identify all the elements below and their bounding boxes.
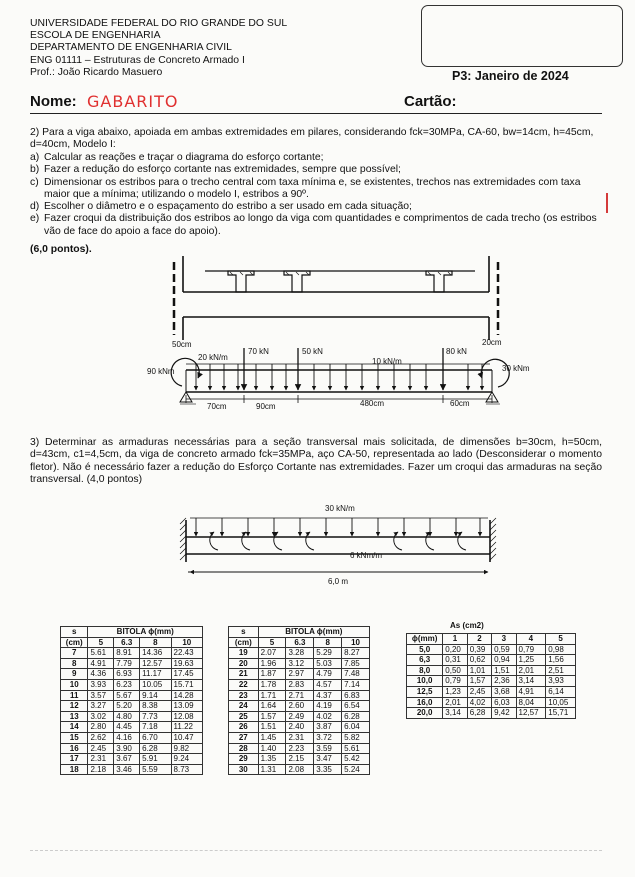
value-cell: 3.28: [286, 648, 314, 659]
table-row: [229, 679, 370, 690]
value-cell: 6.28: [140, 743, 171, 754]
table-row: [229, 658, 370, 669]
value-cell: 1,01: [467, 665, 491, 676]
value-cell: 1,56: [546, 655, 576, 666]
point-load-3: 80 kN: [446, 347, 467, 356]
value-cell: 0,59: [492, 644, 516, 655]
value-cell: 8.27: [342, 648, 370, 659]
table-header-s: s: [229, 627, 259, 638]
table-header-cell: 4: [516, 634, 546, 645]
value-cell: 5.59: [140, 764, 171, 775]
point-load-2: 50 kN: [302, 347, 323, 356]
row-key-cell: 8,0: [407, 665, 443, 676]
row-key-cell: 23: [229, 690, 259, 701]
table-header-cell: 5: [546, 634, 576, 645]
question-2-intro: 2) Para a viga abaixo, apoiada em ambas extremidades em pilares, considerando fck=30MPa, CA-60, bw=14cm, h=45cm, d=40cm, Modelo I:: [30, 127, 594, 151]
value-cell: 3,14: [443, 708, 467, 719]
value-cell: 17.45: [171, 669, 202, 680]
dist-load-label: 20 kN/m: [198, 353, 228, 362]
bottom-rule: [30, 850, 602, 851]
span-3: 480cm: [360, 399, 385, 408]
value-cell: 2,45: [467, 686, 491, 697]
value-cell: 7.73: [140, 711, 171, 722]
value-cell: 2.23: [286, 743, 314, 754]
value-cell: 2.45: [88, 743, 114, 754]
item-text: Dimensionar os estribos para o trecho central com taxa mínima e, se existentes, trechos nas extremidades com taxa maior que a mínima; utilizando o modelo I, estribos a 90º.: [44, 176, 581, 200]
row-key-cell: 26: [229, 722, 259, 733]
table-row: [61, 722, 203, 733]
value-cell: 9.82: [171, 743, 202, 754]
value-cell: 4.45: [114, 722, 140, 733]
value-cell: 14.36: [140, 648, 171, 659]
value-cell: 3.12: [286, 658, 314, 669]
value-cell: 3.27: [88, 701, 114, 712]
table-header-cell: 8: [314, 637, 342, 648]
value-cell: 4.57: [314, 679, 342, 690]
stirrup-table-2: [228, 626, 370, 775]
value-cell: 6,03: [492, 697, 516, 708]
value-cell: 15.71: [171, 679, 202, 690]
question-2-points: (6,0 pontos).: [30, 244, 92, 255]
row-key-cell: 21: [229, 669, 259, 680]
value-cell: 9,42: [492, 708, 516, 719]
table-header-bitola: BITOLA ϕ(mm): [258, 627, 369, 638]
value-cell: 10.47: [171, 732, 202, 743]
value-cell: 5.20: [114, 701, 140, 712]
row-key-cell: 8: [61, 658, 88, 669]
value-cell: 1.45: [258, 732, 286, 743]
table-header-cell: 10: [171, 637, 202, 648]
item-letter: b): [30, 164, 40, 176]
value-cell: 7.14: [342, 679, 370, 690]
value-cell: 0,39: [467, 644, 491, 655]
row-key-cell: 10,0: [407, 676, 443, 687]
value-cell: 3.90: [114, 743, 140, 754]
item-letter: d): [30, 201, 40, 213]
row-key-cell: 17: [61, 754, 88, 765]
value-cell: 3,93: [546, 676, 576, 687]
moment-left-label: 90 kNm: [147, 367, 175, 376]
value-cell: 3.35: [314, 764, 342, 775]
value-cell: 5.03: [314, 658, 342, 669]
value-cell: 2.62: [88, 732, 114, 743]
value-cell: 5.91: [140, 754, 171, 765]
value-cell: 12.08: [171, 711, 202, 722]
value-cell: 12,57: [516, 708, 546, 719]
table-header-cell: 10: [342, 637, 370, 648]
table-row: [61, 711, 203, 722]
value-cell: 6.04: [342, 722, 370, 733]
table-row: [61, 701, 203, 712]
professor-line: Prof.: João Ricardo Masuero: [30, 66, 163, 78]
row-key-cell: 28: [229, 743, 259, 754]
value-cell: 2.31: [286, 732, 314, 743]
table-row: [229, 701, 370, 712]
table-header-cell: 6.3: [114, 637, 140, 648]
exam-title: P3: Janeiro de 2024: [452, 69, 569, 83]
row-key-cell: 27: [229, 732, 259, 743]
table-row: [61, 732, 203, 743]
value-cell: 2.07: [258, 648, 286, 659]
value-cell: 22.43: [171, 648, 202, 659]
row-key-cell: 15: [61, 732, 88, 743]
value-cell: 0,94: [492, 655, 516, 666]
value-cell: 6,28: [467, 708, 491, 719]
value-cell: 3.57: [88, 690, 114, 701]
card-label: Cartão:: [404, 93, 457, 110]
row-key-cell: 20: [229, 658, 259, 669]
value-cell: 5.61: [88, 648, 114, 659]
value-cell: 6.83: [342, 690, 370, 701]
value-cell: 4.02: [314, 711, 342, 722]
row-key-cell: 22: [229, 679, 259, 690]
value-cell: 15,71: [546, 708, 576, 719]
area-table-title: As (cm2): [450, 621, 484, 630]
table-header-cell: 1: [443, 634, 467, 645]
course-line: ENG 01111 – Estruturas de Concreto Armado I: [30, 54, 245, 66]
table-header-cell: 8: [140, 637, 171, 648]
value-cell: 0,79: [443, 676, 467, 687]
value-cell: 2.31: [88, 754, 114, 765]
value-cell: 5.24: [342, 764, 370, 775]
table-row: [229, 743, 370, 754]
table-2-body: [229, 648, 370, 775]
item-letter: c): [30, 176, 39, 188]
item-text: Escolher o diâmetro e o espaçamento do estribo a ser usado em cada situação;: [44, 201, 412, 213]
row-key-cell: 24: [229, 701, 259, 712]
table-row: [61, 754, 203, 765]
row-key-cell: 5,0: [407, 644, 443, 655]
value-cell: 4.80: [114, 711, 140, 722]
value-cell: 6.23: [114, 679, 140, 690]
value-cell: 4,91: [516, 686, 546, 697]
table-row: [407, 655, 576, 666]
value-cell: 4.16: [114, 732, 140, 743]
value-cell: 8,04: [516, 697, 546, 708]
value-cell: 6.70: [140, 732, 171, 743]
q3-dist-load-label: 30 kN/m: [325, 504, 355, 513]
value-cell: 1.35: [258, 754, 286, 765]
value-cell: 1.40: [258, 743, 286, 754]
table-row: [61, 658, 203, 669]
value-cell: 2,36: [492, 676, 516, 687]
question-3-text: 3) Determinar as armaduras necessárias para a seção transversal mais solicitada, de dimensões b=30cm, h=50cm, d=43cm, c1=4,5cm, da viga de concreto armado fck=35MPa, aço CA-50, representada ao lado (Desconsiderar o momento fletor). Não é necessário fazer a redução do Esforço Cortante nas extremidades. Fazer um croqui das armaduras na seção transversal. (4,0 pontos): [30, 437, 602, 485]
value-cell: 0,79: [516, 644, 546, 655]
value-cell: 4.37: [314, 690, 342, 701]
table-header-cell: ϕ(mm): [407, 634, 443, 645]
table-1-body: [61, 648, 203, 775]
dist-load-2-label: 10 kN/m: [372, 357, 402, 366]
row-key-cell: 13: [61, 711, 88, 722]
row-key-cell: 9: [61, 669, 88, 680]
table-row: [61, 764, 203, 775]
table-header-cell: 5: [258, 637, 286, 648]
value-cell: 1,25: [516, 655, 546, 666]
value-cell: 1,23: [443, 686, 467, 697]
row-key-cell: 12,5: [407, 686, 443, 697]
table-header-cell: 5: [88, 637, 114, 648]
value-cell: 3.59: [314, 743, 342, 754]
value-cell: 2.83: [286, 679, 314, 690]
value-cell: 2,01: [516, 665, 546, 676]
row-key-cell: 19: [229, 648, 259, 659]
value-cell: 2,01: [443, 697, 467, 708]
span-4: 60cm: [450, 399, 470, 408]
table-header-bitola: BITOLA ϕ(mm): [88, 627, 203, 638]
university-line: UNIVERSIDADE FEDERAL DO RIO GRANDE DO SUL: [30, 18, 288, 29]
value-cell: 3.87: [314, 722, 342, 733]
value-cell: 2,51: [546, 665, 576, 676]
table-row: [229, 732, 370, 743]
value-cell: 8.38: [140, 701, 171, 712]
table-row: [61, 648, 203, 659]
value-cell: 10,05: [546, 697, 576, 708]
value-cell: 1.96: [258, 658, 286, 669]
value-cell: 3.72: [314, 732, 342, 743]
table-row: [61, 679, 203, 690]
value-cell: 9.24: [171, 754, 202, 765]
item-letter: a): [30, 152, 40, 163]
value-cell: 2.97: [286, 669, 314, 680]
value-cell: 11.22: [171, 722, 202, 733]
value-cell: 4,02: [467, 697, 491, 708]
value-cell: 2.80: [88, 722, 114, 733]
stirrup-table-1: [60, 626, 203, 775]
name-label: Nome:: [30, 93, 77, 110]
table-header-cell: 2: [467, 634, 491, 645]
steel-area-table: [406, 633, 576, 719]
row-key-cell: 10: [61, 679, 88, 690]
table-row: [229, 669, 370, 680]
value-cell: 2.60: [286, 701, 314, 712]
item-letter: e): [30, 213, 40, 225]
table-row: [229, 754, 370, 765]
row-key-cell: 12: [61, 701, 88, 712]
q3-dist-moment-label: 6 kNm/m: [350, 551, 382, 560]
value-cell: 8.91: [114, 648, 140, 659]
table-3-body: [407, 644, 576, 718]
value-cell: 13.09: [171, 701, 202, 712]
value-cell: 6.54: [342, 701, 370, 712]
name-value-handwritten: GABARITO: [87, 92, 179, 111]
value-cell: 2.71: [286, 690, 314, 701]
table-row: [407, 676, 576, 687]
pillar-left-width: 50cm: [172, 340, 192, 349]
item-text: Fazer a redução do esforço cortante nas extremidades, sempre que possível;: [44, 164, 401, 176]
value-cell: 1.87: [258, 669, 286, 680]
table-header-cell: (cm): [61, 637, 88, 648]
value-cell: 12.57: [140, 658, 171, 669]
table-row: [407, 644, 576, 655]
table-row: [229, 764, 370, 775]
value-cell: 5.61: [342, 743, 370, 754]
row-key-cell: 6,3: [407, 655, 443, 666]
value-cell: 2.08: [286, 764, 314, 775]
row-key-cell: 29: [229, 754, 259, 765]
value-cell: 3,68: [492, 686, 516, 697]
value-cell: 1.31: [258, 764, 286, 775]
value-cell: 4.19: [314, 701, 342, 712]
table-row: [229, 690, 370, 701]
value-cell: 1.64: [258, 701, 286, 712]
moment-right-label: 30 kNm: [502, 364, 530, 373]
value-cell: 2.49: [286, 711, 314, 722]
value-cell: 6.93: [114, 669, 140, 680]
row-key-cell: 14: [61, 722, 88, 733]
table-row: [61, 669, 203, 680]
value-cell: 7.79: [114, 658, 140, 669]
value-cell: 9.14: [140, 690, 171, 701]
value-cell: 3,14: [516, 676, 546, 687]
table-row: [407, 686, 576, 697]
table-row: [61, 690, 203, 701]
value-cell: 0,50: [443, 665, 467, 676]
value-cell: 0,98: [546, 644, 576, 655]
value-cell: 0,20: [443, 644, 467, 655]
value-cell: 3.02: [88, 711, 114, 722]
value-cell: 4.79: [314, 669, 342, 680]
table-header-s: s: [61, 627, 88, 638]
value-cell: 6.28: [342, 711, 370, 722]
table-row: [407, 665, 576, 676]
row-key-cell: 16,0: [407, 697, 443, 708]
value-cell: 7.18: [140, 722, 171, 733]
span-2: 90cm: [256, 402, 276, 411]
value-cell: 3.47: [314, 754, 342, 765]
table-row: [407, 697, 576, 708]
value-cell: 1.71: [258, 690, 286, 701]
value-cell: 1,57: [467, 676, 491, 687]
span-1: 70cm: [207, 402, 227, 411]
frame-drawing: [174, 256, 498, 340]
value-cell: 11.17: [140, 669, 171, 680]
table-header-cell: 6.3: [286, 637, 314, 648]
school-line: ESCOLA DE ENGENHARIA: [30, 30, 161, 42]
value-cell: 1.57: [258, 711, 286, 722]
value-cell: 19.63: [171, 658, 202, 669]
fixed-beam-drawing: [180, 518, 496, 572]
value-cell: 1.51: [258, 722, 286, 733]
item-text: Fazer croqui da distribuição dos estribos ao longo da viga com quantidades e comprimentos de cada trecho (os estribos vão de face do apoio a face do apoio).: [44, 213, 597, 237]
row-key-cell: 20,0: [407, 708, 443, 719]
value-cell: 0,31: [443, 655, 467, 666]
point-load-1: 70 kN: [248, 347, 269, 356]
value-cell: 7.85: [342, 658, 370, 669]
value-cell: 4.91: [88, 658, 114, 669]
value-cell: 7.48: [342, 669, 370, 680]
value-cell: 8.73: [171, 764, 202, 775]
value-cell: 5.82: [342, 732, 370, 743]
row-key-cell: 7: [61, 648, 88, 659]
table-row: [229, 722, 370, 733]
value-cell: 0,62: [467, 655, 491, 666]
q3-span-label: 6,0 m: [328, 577, 349, 586]
table-row: [407, 708, 576, 719]
value-cell: 3.46: [114, 764, 140, 775]
table-header-cell: (cm): [229, 637, 259, 648]
value-cell: 2.40: [286, 722, 314, 733]
value-cell: 2.15: [286, 754, 314, 765]
table-row: [229, 711, 370, 722]
row-key-cell: 11: [61, 690, 88, 701]
value-cell: 1,51: [492, 665, 516, 676]
value-cell: 4.36: [88, 669, 114, 680]
row-key-cell: 18: [61, 764, 88, 775]
value-cell: 6,14: [546, 686, 576, 697]
value-cell: 5.42: [342, 754, 370, 765]
value-cell: 3.93: [88, 679, 114, 690]
value-cell: 5.67: [114, 690, 140, 701]
value-cell: 3.67: [114, 754, 140, 765]
value-cell: 1.78: [258, 679, 286, 690]
table-row: [229, 648, 370, 659]
value-cell: 5.29: [314, 648, 342, 659]
table-header-cell: 3: [492, 634, 516, 645]
value-cell: 10.05: [140, 679, 171, 690]
value-cell: 2.18: [88, 764, 114, 775]
pillar-right-width: 20cm: [482, 338, 502, 347]
row-key-cell: 16: [61, 743, 88, 754]
department-line: DEPARTAMENTO DE ENGENHARIA CIVIL: [30, 42, 232, 54]
table-row: [61, 743, 203, 754]
value-cell: 14.28: [171, 690, 202, 701]
item-text: Calcular as reações e traçar o diagrama do esforço cortante;: [44, 152, 324, 163]
row-key-cell: 30: [229, 764, 259, 775]
row-key-cell: 25: [229, 711, 259, 722]
